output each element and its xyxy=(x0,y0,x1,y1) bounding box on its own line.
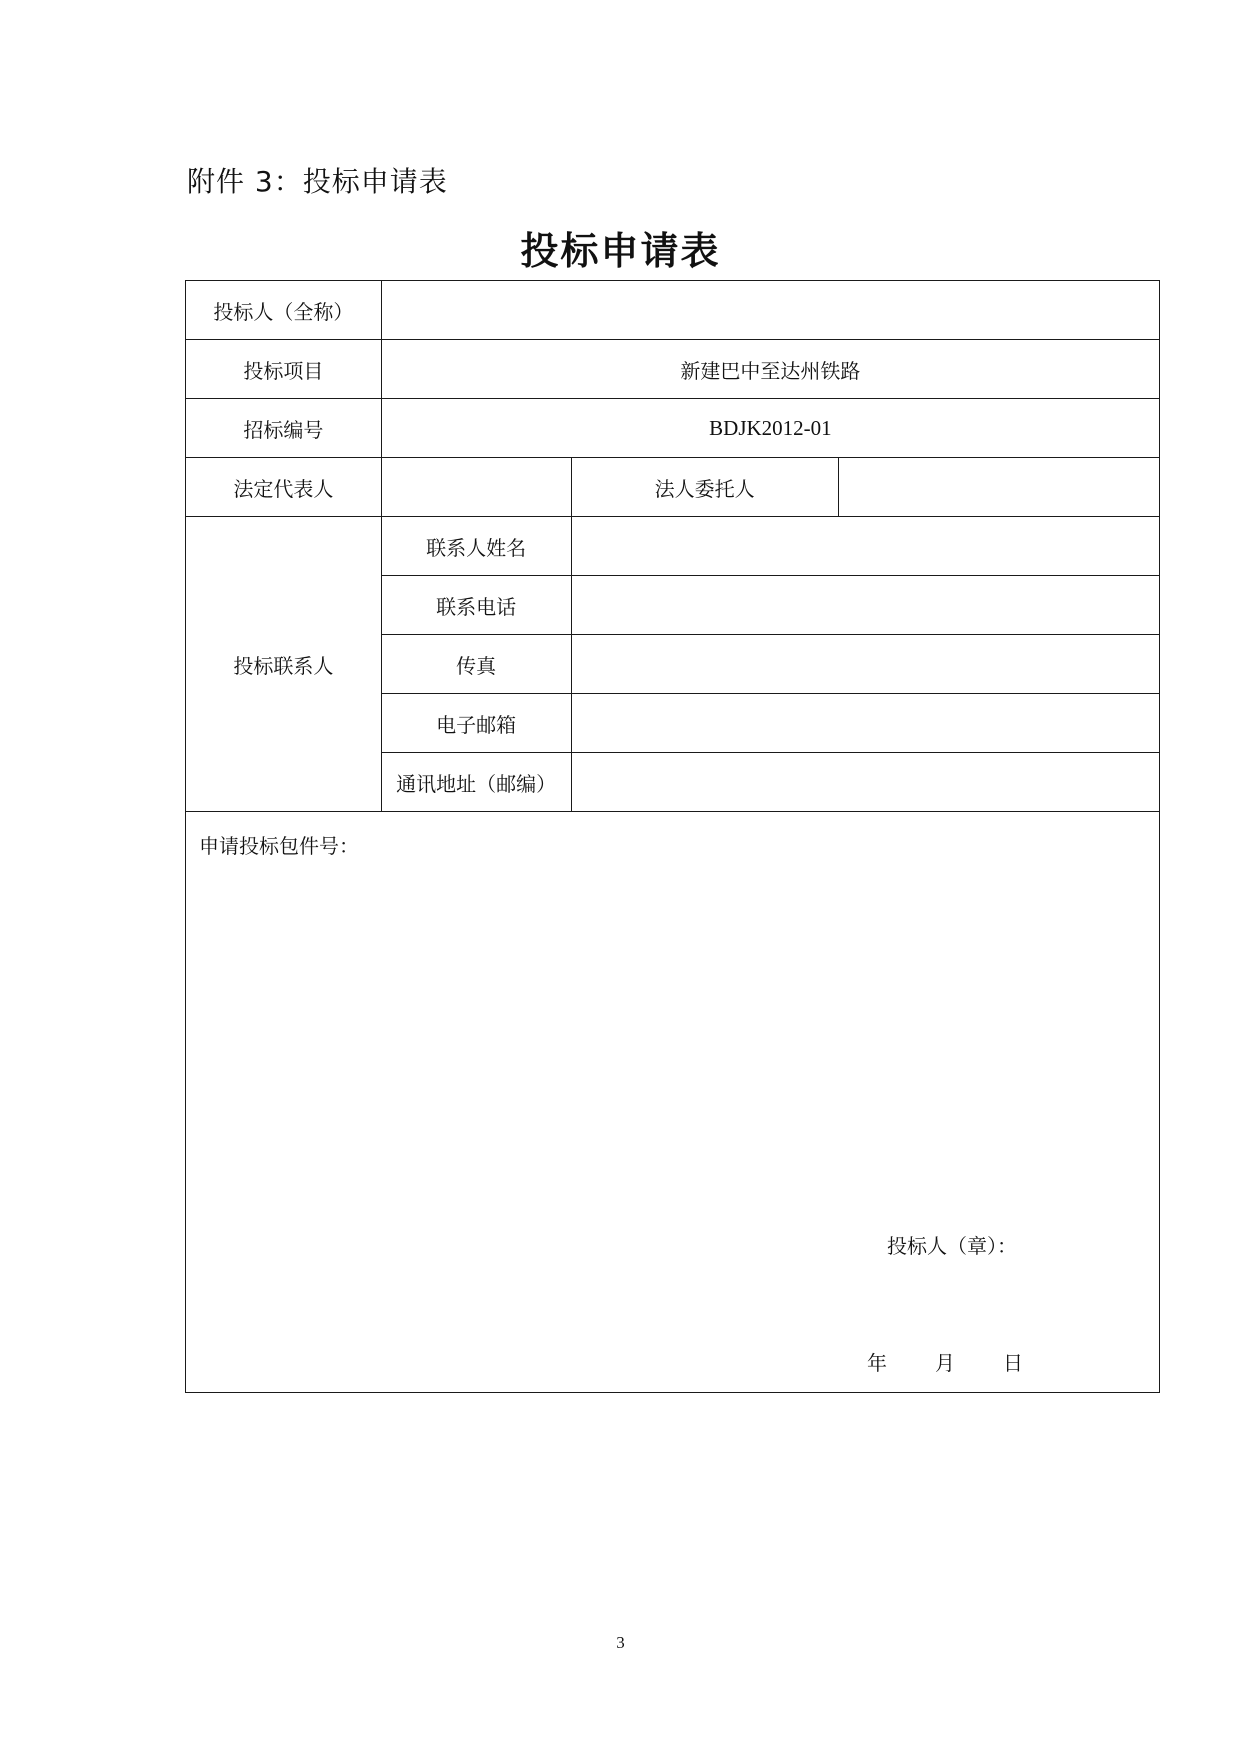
project-value: 新建巴中至达州铁路 xyxy=(381,340,1159,399)
legal-representative-field[interactable] xyxy=(381,458,571,517)
tender-number-value: BDJK2012-01 xyxy=(381,399,1159,458)
authorized-person-field[interactable] xyxy=(838,458,1159,517)
contact-phone-field[interactable] xyxy=(571,576,1159,635)
contact-group-label: 投标联系人 xyxy=(186,517,382,812)
fax-label: 传真 xyxy=(381,635,571,694)
page-number: 3 xyxy=(616,1633,625,1652)
package-notes-area[interactable] xyxy=(186,812,1160,1393)
contact-phone-label: 联系电话 xyxy=(381,576,571,635)
tender-number-row xyxy=(186,399,1160,458)
contact-row xyxy=(186,517,1160,576)
attachment-heading: 附件 3：投标申请表 xyxy=(187,165,448,198)
fax-field[interactable] xyxy=(571,635,1159,694)
representative-row xyxy=(186,458,1160,517)
month-label: 月 xyxy=(935,1351,955,1375)
day-label: 日 xyxy=(1003,1351,1023,1375)
contact-name-field[interactable] xyxy=(571,517,1159,576)
email-field[interactable] xyxy=(571,694,1159,753)
bidder-label: 投标人（全称） xyxy=(186,281,382,340)
bidder-seal-label: 投标人（章）： xyxy=(887,1234,1017,1258)
contact-name-label: 联系人姓名 xyxy=(381,517,571,576)
project-label: 投标项目 xyxy=(186,340,382,399)
year-label: 年 xyxy=(867,1351,887,1375)
project-row xyxy=(186,340,1160,399)
bid-application-form xyxy=(185,280,1160,1393)
package-number-label: 申请投标包件号： xyxy=(199,834,359,858)
authorized-person-label: 法人委托人 xyxy=(571,458,838,517)
address-field[interactable] xyxy=(571,753,1159,812)
bidder-row xyxy=(186,281,1160,340)
tender-number-label: 招标编号 xyxy=(186,399,382,458)
legal-representative-label: 法定代表人 xyxy=(186,458,382,517)
email-label: 电子邮箱 xyxy=(381,694,571,753)
document-title: 投标申请表 xyxy=(520,229,721,273)
bidder-field[interactable] xyxy=(381,281,1159,340)
address-label: 通讯地址（邮编） xyxy=(381,753,571,812)
date-line xyxy=(867,1347,1023,1376)
package-row xyxy=(186,812,1160,1393)
